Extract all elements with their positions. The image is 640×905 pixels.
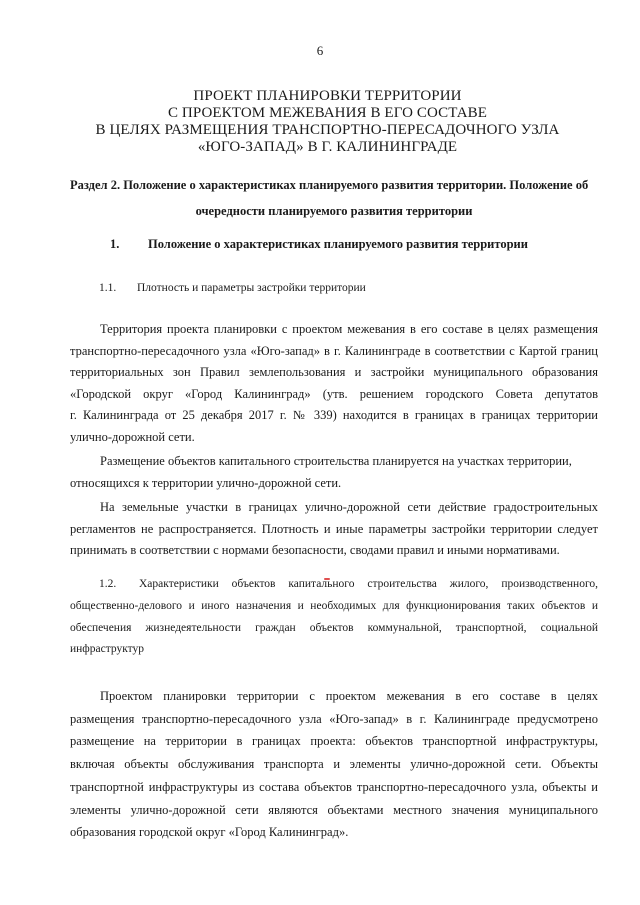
heading-1-number: 1.	[110, 237, 120, 251]
paragraph-line: территориальных зон Правил землепользования и застройки муниципального образования	[70, 365, 598, 379]
heading-1-2-line: Характеристики объектов капитального строительства жилого, производственного,	[139, 578, 598, 590]
heading-1-2-line: общественно-делового и иного назначения и необходимых для функционирования таких объектов и	[70, 599, 598, 612]
paragraph-line: Территория проекта планировки с проектом межевания в его составе в целях размещения	[100, 322, 598, 336]
paragraph-line: Размещение объектов капитального строительства планируется на участках территории,	[100, 454, 572, 468]
paragraph-placement	[70, 451, 598, 494]
paragraph-line: улично-дорожной сети.	[70, 429, 195, 444]
paragraph-territory	[70, 319, 598, 448]
paragraph-line: размещения транспортно-пересадочного узла «Юго-запад» в г. Калининграде предусмотрено	[70, 711, 598, 726]
paragraph-regulations	[70, 497, 598, 562]
title-line: «ЮГО-ЗАПАД» В Г. КАЛИНИНГРАДЕ	[197, 139, 458, 155]
paragraph-line: регламентов не распространяется. Плотность и иные параметры застройки территории следует	[70, 521, 598, 536]
section-heading	[70, 172, 598, 224]
heading-1-2-line: обеспечения жизнедеятельности граждан объектов коммунальной, транспортной, социальной	[70, 621, 598, 634]
paragraph-line: образования городской округ «Город Калининград».	[70, 825, 349, 840]
paragraph-line: включая объекты обслуживания транспорта и элементы улично-дорожной сети. Объекты	[70, 757, 598, 772]
title-line: С ПРОЕКТОМ МЕЖЕВАНИЯ В ЕГО СОСТАВЕ	[167, 105, 488, 121]
paragraph-line: принимать в соответствии с нормами безопасности, сводами правил и иными нормативами.	[70, 543, 560, 557]
title-line: В ЦЕЛЯХ РАЗМЕЩЕНИЯ ТРАНСПОРТНО-ПЕРЕСАДОЧНОГО УЗЛА	[95, 122, 560, 138]
heading-1-1-text: Плотность и параметры застройки территории	[137, 282, 366, 294]
paragraph-line: относящихся к территории улично-дорожной сети.	[70, 475, 342, 490]
paragraph-line: элементы улично-дорожной сети являются объектами местного значения муниципального	[70, 802, 598, 817]
paragraph-line: г. Калининграда от 25 декабря 2017 г. № 339) находится в границах в границах территории	[70, 408, 598, 422]
title-line: ПРОЕКТ ПЛАНИРОВКИ ТЕРРИТОРИИ	[193, 88, 462, 104]
paragraph-line: На земельные участки в границах улично-дорожной сети действие градостроительных	[100, 500, 598, 514]
heading-1-2	[70, 574, 598, 661]
paragraph-line: «Городской округ «Город Калининград» (утв. решением городского Совета депутатов	[70, 386, 598, 401]
document-title	[40, 88, 615, 156]
paragraph-project	[70, 685, 598, 844]
paragraph-line: Проектом планировки территории с проектом межевания в его составе в целях	[100, 689, 598, 703]
heading-1-1-number: 1.1.	[99, 282, 117, 294]
paragraph-line: транспортной инфраструктуры из состава объектов транспортно-пересадочного узла, объекты и	[70, 779, 598, 794]
heading-1-2-number: 1.2.	[99, 578, 117, 590]
page-number: 6	[316, 43, 324, 58]
heading-1-2-line: инфраструктур	[70, 643, 145, 656]
paragraph-line: размещение на территории в границах проекта: объектов транспортной инфраструктуры,	[70, 734, 598, 749]
section-heading-line: очередности планируемого развития территории	[195, 204, 473, 218]
heading-1-text: Положение о характеристиках планируемого развития территории	[148, 237, 528, 251]
paragraph-line: транспортно-пересадочного узла «Юго-запад» в г. Калининграде в соответствии с Картой границ	[70, 343, 598, 358]
section-heading-line: Раздел 2. Положение о характеристиках планируемого развития территории. Положение об	[70, 178, 589, 192]
